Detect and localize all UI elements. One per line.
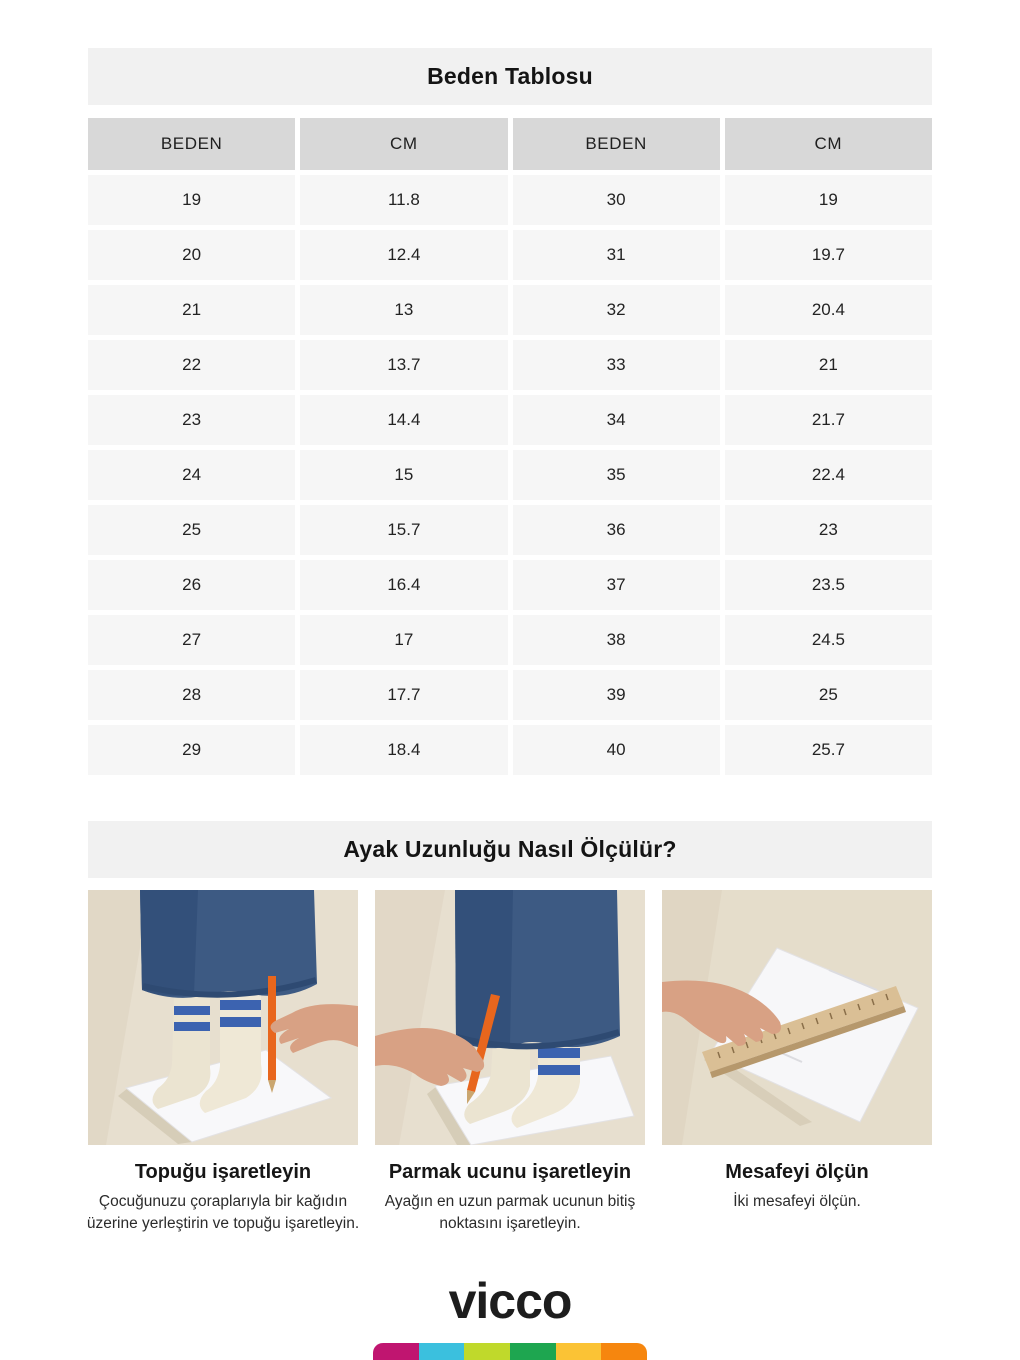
table-cell: 35 — [513, 450, 720, 500]
table-cell: 26 — [88, 560, 295, 610]
table-cell: 21.7 — [725, 395, 932, 445]
color-bar-segment — [601, 1343, 647, 1360]
table-cell: 18.4 — [300, 725, 507, 775]
table-cell: 13 — [300, 285, 507, 335]
step-mark-heel — [88, 890, 358, 1236]
table-cell: 22.4 — [725, 450, 932, 500]
table-cell: 23 — [725, 505, 932, 555]
table-cell: 24.5 — [725, 615, 932, 665]
toe-marking-photo — [375, 890, 645, 1145]
table-cell: 21 — [725, 340, 932, 390]
heel-marking-photo — [88, 890, 358, 1145]
table-cell: 22 — [88, 340, 295, 390]
measure-steps — [88, 890, 932, 1236]
table-cell: 31 — [513, 230, 720, 280]
table-cell: 17.7 — [300, 670, 507, 720]
step-mark-toe — [375, 890, 645, 1236]
vicco-logo: vicco — [448, 1273, 572, 1329]
table-cell: 28 — [88, 670, 295, 720]
brand-color-bar — [373, 1343, 647, 1360]
size-table — [88, 118, 932, 775]
ruler-measuring-photo — [662, 890, 932, 1145]
table-cell: 12.4 — [300, 230, 507, 280]
table-cell: 11.8 — [300, 175, 507, 225]
table-cell: 33 — [513, 340, 720, 390]
table-cell: 17 — [300, 615, 507, 665]
table-cell: 25 — [725, 670, 932, 720]
table-cell: 23.5 — [725, 560, 932, 610]
table-header-cell: CM — [300, 118, 507, 170]
table-cell: 38 — [513, 615, 720, 665]
table-cell: 20 — [88, 230, 295, 280]
table-cell: 23 — [88, 395, 295, 445]
step-heading: Topuğu işaretleyin — [134, 1161, 312, 1183]
table-cell: 36 — [513, 505, 720, 555]
step-description: Ayağın en uzun parmak ucunun bitiş noktasını işaretleyin. — [384, 1193, 636, 1233]
table-cell: 14.4 — [300, 395, 507, 445]
step-description: İki mesafeyi ölçün. — [733, 1193, 861, 1210]
table-cell: 20.4 — [725, 285, 932, 335]
table-cell: 25.7 — [725, 725, 932, 775]
table-cell: 34 — [513, 395, 720, 445]
table-header-cell: BEDEN — [88, 118, 295, 170]
table-cell: 13.7 — [300, 340, 507, 390]
step-heading: Parmak ucunu işaretleyin — [388, 1161, 632, 1183]
color-bar-segment — [464, 1343, 510, 1360]
step-measure-distance — [662, 890, 932, 1236]
table-cell: 19 — [88, 175, 295, 225]
color-bar-segment — [373, 1343, 419, 1360]
table-cell: 16.4 — [300, 560, 507, 610]
measure-section-title-bar — [88, 821, 932, 878]
color-bar-segment — [419, 1343, 465, 1360]
table-cell: 19.7 — [725, 230, 932, 280]
step-heading: Mesafeyi ölçün — [725, 1161, 869, 1183]
table-cell: 24 — [88, 450, 295, 500]
size-table-title: Beden Tablosu — [427, 63, 593, 89]
color-bar-segment — [510, 1343, 556, 1360]
table-cell: 40 — [513, 725, 720, 775]
table-cell: 37 — [513, 560, 720, 610]
table-cell: 21 — [88, 285, 295, 335]
table-header-cell: BEDEN — [513, 118, 720, 170]
color-bar-segment — [556, 1343, 602, 1360]
step-description: Çocuğunuzu çoraplarıyla bir kağıdın üzerine yerleştirin ve topuğu işaretleyin. — [86, 1193, 360, 1233]
size-table-title-bar — [88, 48, 932, 105]
table-cell: 15 — [300, 450, 507, 500]
table-cell: 25 — [88, 505, 295, 555]
table-header-cell: CM — [725, 118, 932, 170]
table-cell: 29 — [88, 725, 295, 775]
measure-section-title: Ayak Uzunluğu Nasıl Ölçülür? — [343, 836, 677, 862]
table-cell: 27 — [88, 615, 295, 665]
table-cell: 39 — [513, 670, 720, 720]
table-cell: 15.7 — [300, 505, 507, 555]
table-cell: 32 — [513, 285, 720, 335]
table-cell: 30 — [513, 175, 720, 225]
table-cell: 19 — [725, 175, 932, 225]
